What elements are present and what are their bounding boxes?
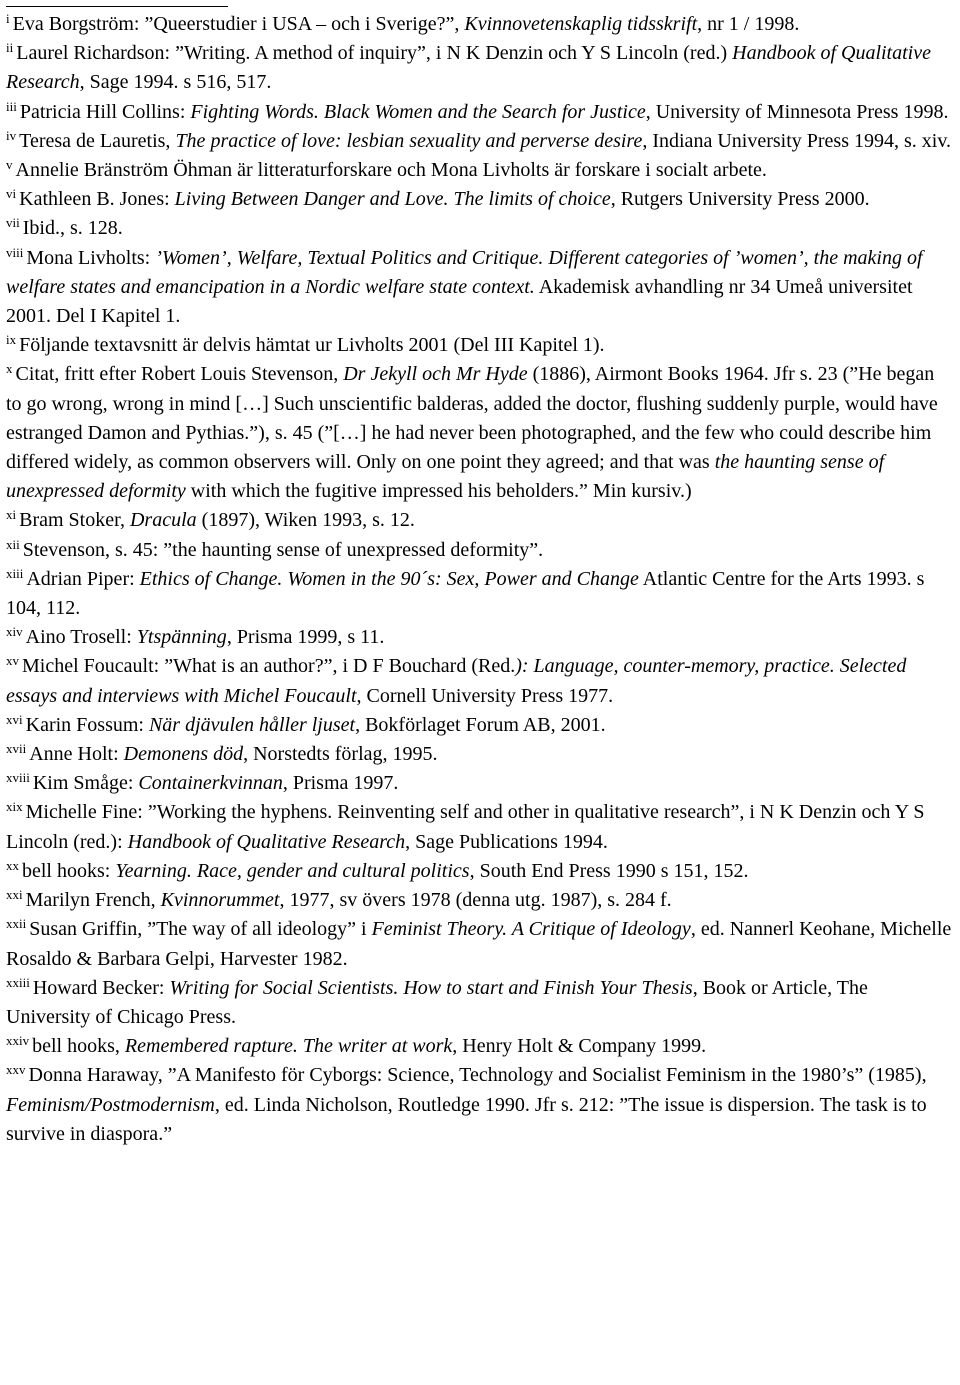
footnote-text: Mona Livholts: (26, 246, 156, 269)
footnote-text: , South End Press 1990 s 151, 152. (469, 859, 749, 882)
footnote (6, 244, 954, 332)
footnote-italic-text: Handbook of Qualitative Research (6, 42, 931, 94)
footnote-marker: xiv (6, 624, 23, 640)
footnote-marker: xxiv (6, 1033, 30, 1049)
footnote-text: , ed. Linda Nicholson, Routledge 1990. Jfr s. 212: ”The issue is dispersion. The task is to survive in diaspora.” (6, 1093, 927, 1145)
footnote-text: Citat, fritt efter Robert Louis Stevenson, (15, 363, 344, 386)
footnote-marker: xx (6, 857, 19, 873)
footnote-text: , Sage Publications 1994. (405, 830, 608, 853)
footnote (6, 565, 954, 623)
footnote (6, 740, 954, 769)
footnote (6, 10, 954, 39)
footnote-text: Eva Borgström: ”Queerstudier i USA – och i Sverige?”, (12, 13, 465, 35)
footnote (6, 1061, 954, 1149)
footnote (6, 506, 954, 535)
footnote (6, 886, 954, 915)
footnote (6, 798, 954, 856)
footnote (6, 623, 954, 652)
footnote-italic-text: Yearning. Race, gender and cultural politics (115, 859, 470, 882)
footnote-text: Laurel Richardson: ”Writing. A method of inquiry”, i N K Denzin och Y S Lincoln (red.) (16, 42, 733, 65)
footnote (6, 1032, 954, 1061)
footnote-text: Kathleen B. Jones: (19, 188, 175, 211)
footnote-text: Marilyn French, (25, 889, 161, 912)
footnote-text: Ibid., s. 128. (22, 217, 123, 240)
footnote-italic-text: Living Between Danger and Love. The limits of choice (174, 188, 611, 211)
footnote-text: Anne Holt: (29, 743, 124, 766)
footnote-marker: vi (6, 186, 17, 202)
footnote-italic-text: the haunting sense of unexpressed deformity (6, 451, 885, 503)
footnote-marker: iii (6, 98, 17, 114)
footnote-text: Följande textavsnitt är delvis hämtat ur Livholts 2001 (Del III Kapitel 1). (19, 334, 605, 357)
footnote-marker: xii (6, 536, 20, 552)
footnote-text: Bram Stoker, (19, 509, 130, 532)
footnote-italic-text: ’Women’, Welfare, Textual Politics and Critique. Different categories of ’women’, the making of welfare states and emancipation in a Nordic welfare state context. (6, 246, 923, 298)
footnote-separator-rule (6, 6, 228, 7)
footnote-italic-text: Kvinnorummet (160, 889, 280, 912)
footnote-marker: x (6, 361, 13, 377)
footnote-marker: ii (6, 40, 14, 56)
footnote (6, 536, 954, 565)
footnote-text: with which the fugitive impressed his beholders.” Min kursiv.) (185, 480, 692, 503)
footnote-italic-text: ): Language, counter-memory, practice. Selected essays and interviews with Michel Foucault (6, 655, 907, 707)
footnote-marker: xviii (6, 770, 30, 786)
footnote-italic-text: När djävulen håller ljuset (148, 713, 356, 736)
footnote-italic-text: The practice of love: lesbian sexuality and perverse desire (175, 129, 643, 152)
footnote-text: Donna Haraway, ”A Manifesto för Cyborgs: Science, Technology and Socialist Feminism in the 1980’s” (1985), (28, 1064, 927, 1087)
footnote-italic-text: Writing for Social Scientists. How to start and Finish Your Thesis (169, 976, 693, 999)
footnote (6, 915, 954, 973)
footnote-marker: v (6, 157, 13, 173)
footnote-text: Teresa de Lauretis, (19, 129, 176, 152)
footnote (6, 39, 954, 97)
footnote-text: Akademisk avhandling nr 34 Umeå universitet 2001. Del I Kapitel 1. (6, 275, 913, 328)
footnote-text: Annelie Bränström Öhman är litteraturforskare och Mona Livholts är forskare i socialt arbete. (15, 159, 767, 182)
footnote-text: Howard Becker: (32, 976, 170, 999)
footnote-marker: vii (6, 215, 20, 231)
footnote (6, 127, 954, 156)
footnote (6, 857, 954, 886)
footnote (6, 185, 954, 214)
footnote-italic-text: Remembered rapture. The writer at work (124, 1035, 453, 1058)
footnote-text: , ed. Nannerl Keohane, Michelle Rosaldo & Barbara Gelpi, Harvester 1982. (6, 918, 952, 970)
footnote-italic-text: Demonens död (123, 743, 244, 766)
footnote-text: bell hooks: (22, 859, 116, 882)
footnote-text: , Cornell University Press 1977. (356, 684, 614, 707)
footnote-italic-text: Ethics of Change. Women in the 90´s: Sex, Power and Change (139, 567, 639, 590)
footnote (6, 711, 954, 740)
footnote-text: Patricia Hill Collins: (19, 100, 191, 123)
footnotes-list (6, 10, 954, 1149)
footnote-marker: ix (6, 332, 17, 348)
footnote-text: , Bokförlaget Forum AB, 2001. (355, 713, 606, 736)
footnote-marker: xi (6, 507, 17, 523)
footnote-italic-text: Containerkvinnan (138, 772, 283, 795)
footnote-italic-text: Handbook of Qualitative Research (127, 830, 406, 853)
footnote (6, 214, 954, 243)
footnote (6, 652, 954, 710)
footnote-text: Adrian Piper: (26, 567, 140, 590)
footnote-text: Kim Småge: (32, 772, 139, 795)
footnote (6, 360, 954, 506)
footnote-text: , 1977, sv övers 1978 (denna utg. 1987), s. 284 f. (279, 889, 672, 912)
footnote-text: , Prisma 1997. (282, 772, 399, 795)
footnote-text: (1886), Airmont Books 1964. Jfr s. 23 (”He began to go wrong, wrong in mind […] Such unscientific balderas, added the doctor, flushing suddenly purple, would have estranged Damon and Pythias.”), s. 45 (”[…] he had never been photographed, and the few who could describe him differed widely, as common observers will. Only on one point they agreed; and that was (6, 363, 938, 474)
footnote-italic-text: Ytspänning (136, 626, 227, 649)
footnote-text: , Sage 1994. s 516, 517. (79, 71, 272, 94)
footnote-text: , Indiana University Press 1994, s. xiv. (642, 129, 952, 152)
footnote-marker: xxv (6, 1062, 26, 1078)
footnote-text: Susan Griffin, ”The way of all ideology” i (29, 918, 372, 941)
footnote-text: , University of Minnesota Press 1998. (645, 100, 949, 123)
footnote-text: , Rutgers University Press 2000. (610, 188, 870, 211)
footnote-marker: xxii (6, 916, 27, 932)
footnote-text: Aino Trosell: (25, 626, 137, 649)
footnote-marker: viii (6, 244, 24, 260)
footnote-marker: iv (6, 127, 17, 143)
footnote-text: , nr 1 / 1998. (697, 13, 800, 35)
footnote-marker: xxiii (6, 974, 30, 990)
footnote (6, 331, 954, 360)
footnote-italic-text: Kvinnovetenskaplig tidsskrift (464, 13, 698, 35)
footnote-marker: xiii (6, 565, 24, 581)
footnote-text: bell hooks, (32, 1035, 125, 1058)
footnote (6, 974, 954, 1032)
footnote-text: Atlantic Centre for the Arts 1993. s 104, 112. (6, 567, 925, 620)
footnote-marker: xvii (6, 741, 27, 757)
footnote-italic-text: Dracula (129, 509, 197, 532)
footnote-italic-text: Dr Jekyll och Mr Hyde (343, 363, 528, 386)
footnote-italic-text: Fighting Words. Black Women and the Search for Justice (190, 100, 646, 123)
footnote-text: Michelle Fine: ”Working the hyphens. Reinventing self and other in qualitative research”, i N K Denzin och Y S Lincoln (red.): (6, 801, 925, 853)
footnote-text: , Henry Holt & Company 1999. (452, 1035, 707, 1058)
footnote-marker: xv (6, 653, 19, 669)
footnote (6, 156, 954, 185)
footnote (6, 98, 954, 127)
footnote-marker: xxi (6, 887, 23, 903)
footnote-italic-text: Feminism/Postmodernism (6, 1093, 215, 1116)
footnote-marker: xvi (6, 711, 23, 727)
footnote-italic-text: Feminist Theory. A Critique of Ideology (371, 918, 691, 941)
footnote-text: (1897), Wiken 1993, s. 12. (196, 509, 415, 532)
footnote (6, 769, 954, 798)
footnote-text: , Prisma 1999, s 11. (226, 626, 385, 649)
footnote-marker: i (6, 11, 10, 26)
footnote-text: Michel Foucault: ”What is an author?”, i D F Bouchard (Red. (22, 655, 516, 678)
footnote-text: Karin Fossum: (25, 713, 149, 736)
footnote-text: Stevenson, s. 45: ”the haunting sense of unexpressed deformity”. (22, 538, 544, 561)
footnote-text: , Book or Article, The University of Chicago Press. (6, 976, 868, 1028)
footnote-marker: xix (6, 799, 23, 815)
footnote-text: , Norstedts förlag, 1995. (243, 743, 438, 766)
